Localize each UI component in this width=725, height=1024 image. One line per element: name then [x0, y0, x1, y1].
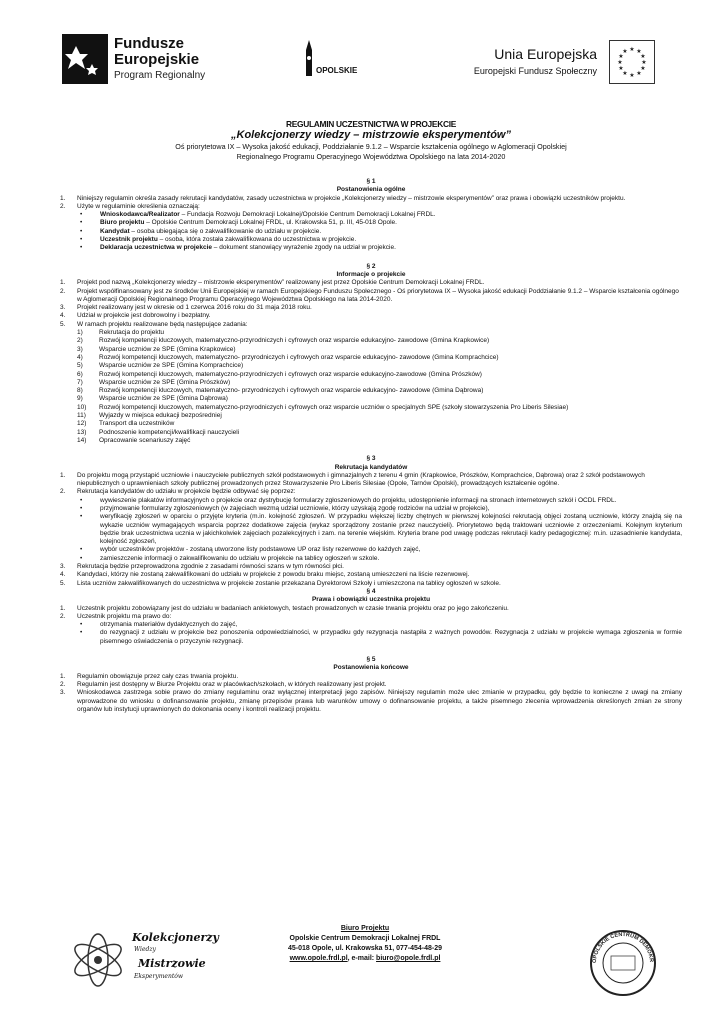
- s2-number: § 2: [366, 262, 376, 270]
- ocdl-stamp: [588, 928, 658, 998]
- opolskie-text: OPOLSKIE: [316, 66, 358, 75]
- unia-europejska-logo: [455, 40, 655, 86]
- s3-bullet-3: • weryfikację zgłoszeń w oparciu o przyjęte kryteria (m.in. kolejność zgłoszeń. W przypadku większej liczby chętnych w pierwszej kolejności rekrutacją objęci zostaną uczniowie, którzy znajdą się na wykazie uczniów wymagających wsparcia poprzez dodatkowe zajęcia (wykaz sporządzony zostanie przez nauczycieli). Priorytetowo będą traktowani uczniowie z orzeczeniami. Kolejnym kryterium będzie brak uczestnictwa ucznia w jakichkolwiek zajęciach pozalekcyjnych i zam. na terenie wiejskim. Kryteria brane pod uwagę podczas rekrutacji kadry pedagogicznej: m.in. uzasadnienie kandydata, kolejność zgłoszeń,: [80, 513, 682, 546]
- s1-title: Postanowienia ogólne: [336, 186, 406, 194]
- task-item: 3) Wsparcie uczniów ze SPE (Gmina Krapkowice): [77, 345, 236, 353]
- website-link[interactable]: www.opole.frdl.pl: [289, 955, 348, 962]
- s3-bullet-5: • zamieszczenie informacji o zakwalifikowaniu do udziału w projekcie na tablicy ogłoszeń w szkole.: [80, 554, 380, 562]
- s1-def-1: • Wnioskodawca/Realizator – Fundacja Rozwoju Demokracji Lokalnej/Opolskie Centrum Demokracji Lokalnej FRDL.: [80, 211, 436, 219]
- s1-number: § 1: [366, 178, 376, 185]
- footer-office: Biuro Projektu: [340, 925, 390, 932]
- s3-item-2: 2. Rekrutacja kandydatów do udziału w projekcie będzie odbywać się poprzez:: [60, 488, 296, 496]
- fe-line3: Program Regionalny: [114, 70, 206, 81]
- s3-bullet-4: • wybór uczestników projektów - zostaną utworzone listy podstawowe UP oraz listy rezerwowe do każdych zajęć,: [80, 546, 421, 554]
- opolskie-logo: [290, 40, 370, 90]
- s5-item-3: 3. Wnioskodawca zastrzega sobie prawo do zmiany regulaminu oraz wyłącznej interpretacji jego zapisów. Niniejszy regulamin może ulec zmianie w przypadku, gdy będzie to konieczne z uwagi na zmiany wprowadzone do wniosku o dofinansowanie projektu, zmianę przepisów prawa lub warunków umowy o dofinansowanie projektu, a także pisemnego zlecenia wprowadzenia określonych zmian ze strony organów lub instytucji uprawnionych do dokonania oceny i kontroli realizacji projektu.: [60, 689, 682, 713]
- s2-item-4: 4. Udział w projekcie jest dobrowolny i bezpłatny.: [60, 312, 211, 320]
- email-link[interactable]: biuro@opole.frdl.pl: [376, 955, 441, 962]
- svg-text:★: ★: [640, 66, 646, 72]
- task-list: [60, 329, 682, 445]
- task-item: 10) Rozwój kompetencji kluczowych, matematyczno-przyrodniczych i cyfrowych oraz wsparcie uczniów o specjalnych SPE (szkoły stowarzyszenia Pro Liberis Silesiae): [77, 403, 569, 411]
- footer-org: Opolskie Centrum Demokracji Lokalnej FRDL: [289, 935, 441, 942]
- s5-item-2: 2. Regulamin jest dostępny w Biurze Projektu oraz w placówkach/szkołach, w których realizowany jest projekt.: [60, 680, 387, 688]
- logo-line1: Kolekcjonerzy: [132, 931, 219, 944]
- kolekcjonerzy-logo: [68, 925, 228, 995]
- s5-number: § 5: [366, 656, 376, 664]
- s1-def-5: • Deklaracja uczestnictwa w projekcie – dokument stanowiący wyrażenie zgody na udział w projekcie.: [80, 244, 396, 252]
- s1-def-2: • Biuro projektu – Opolskie Centrum Demokracji Lokalnej FRDL, ul. Krakowska 51, p. III, 45-018 Opole.: [80, 219, 397, 227]
- fe-star-icon: [62, 34, 108, 84]
- task-item: 6) Rozwój kompetencji kluczowych, matematyczno-przyrodniczych i cyfrowych oraz wsparcie edukacyjno-zawodowe (Gmina Prószków): [77, 370, 482, 378]
- fe-line1: Fundusze: [114, 35, 184, 52]
- task-item: 5) Wsparcie uczniów ze SPE (Gmina Komprachcice): [77, 362, 244, 370]
- logo-line3: Mistrzowie: [138, 957, 206, 970]
- task-item: 7) Wsparcie uczniów ze SPE (Gmina Prószków): [77, 378, 231, 386]
- ue-sub: Europejski Fundusz Społeczny: [473, 66, 597, 76]
- s3-title: Rekrutacja kandydatów: [334, 463, 408, 471]
- s3-item-5: 5. Lista uczniów zakwalifikowanych do uczestnictwa w projekcie zostanie przekazana Dyrektorowi Szkoły i umieszczona na tablicy ogłoszeń w szkole.: [60, 579, 501, 587]
- stamp-icon: [588, 928, 658, 998]
- s4-item-2: 2. Uczestnik projektu ma prawo do:: [60, 612, 172, 620]
- s4-item-1: 1. Uczestnik projektu zobowiązany jest do udziału w badaniach ankietowych, testach prowadzonych w czasie trwania projektu oraz po jego zakończeniu.: [60, 604, 509, 612]
- logo-line2: Wiedzy: [134, 946, 156, 953]
- svg-text:★: ★: [636, 49, 642, 55]
- logo-line4: Eksperymentów: [134, 973, 184, 980]
- s3-item-3: 3. Rekrutacja będzie przeprowadzona zgodnie z zasadami równości szans w tym równości płci.: [60, 563, 344, 571]
- s4-bullet-2: • do rezygnacji z udziału w projekcie bez ponoszenia odpowiedzialności, w przypadku gdy rezygnacja nastąpiła z ważnych powodów. Rezygnacja z udziału w projekcie wymaga zgłoszenia w formie pisemnego oświadczenia o przyczynie rezygnacji.: [80, 629, 682, 645]
- s2-item-5: 5. W ramach projektu realizowane będą następujące zadania:: [60, 320, 248, 328]
- s4-number: § 4: [366, 587, 376, 595]
- atom-icon: [68, 925, 128, 995]
- doc-subtitle: „Kolekcjonerzy wiedzy – mistrzowie eksperymentów”: [231, 129, 511, 141]
- svg-text:★: ★: [629, 73, 635, 79]
- task-item: 9) Wsparcie uczniów ze SPE (Gmina Dąbrowa): [77, 395, 228, 403]
- svg-text:★: ★: [618, 66, 624, 72]
- task-item: 2) Rozwój kompetencji kluczowych, matematyczno-przyrodniczych i cyfrowych oraz wsparcie edukacyjno- zawodowe (Gmina Krapkowice): [77, 337, 490, 345]
- fe-line2: Europejskie: [114, 51, 200, 68]
- s4-title: Prawa i obowiązki uczestnika projektu: [311, 596, 431, 604]
- s3-item-4: 4. Kandydaci, którzy nie zostaną zakwalifikowani do udziału w projekcie z powodu braku miejsc, zostaną umieszczeni na liście rezerwowej.: [60, 571, 470, 579]
- intro-line2: Regionalnego Programu Operacyjnego Województwa Opolskiego na lata 2014-2020: [236, 152, 506, 161]
- s5-item-1: 1. Regulamin obowiązuje przez cały czas trwania projektu.: [60, 672, 239, 680]
- s2-item-3: 3. Projekt realizowany jest w okresie od 1 czerwca 2016 roku do 31 maja 2018 roku.: [60, 304, 312, 312]
- intro-line1: Oś priorytetowa IX – Wysoka jakość edukacji, Poddziałanie 9.1.2 – Wsparcie kształcenia ogólnego w Aglomeracji Opolskiej: [175, 142, 567, 151]
- s3-bullet-2: • przyjmowanie formularzy zgłoszeniowych (w zajęciach wezmą udział uczniowie, którzy uzyskają zgodę rodziców na udział w projekcie),: [80, 504, 490, 512]
- fundusze-europejskie-logo: [62, 30, 212, 90]
- s2-title: Informacje o projekcie: [336, 270, 406, 278]
- footer-links: www.opole.frdl.pl, e-mail: biuro@opole.frdl.pl: [289, 955, 441, 962]
- eu-flag-icon: [609, 40, 655, 84]
- s1-item-2: 2. Użyte w regulaminie określenia oznaczają:: [60, 202, 200, 210]
- s3-bullet-1: • wywieszenie plakatów informacyjnych o projekcie oraz dystrybucję formularzy zgłoszeniowych do projektu, udostępnienie informacji na stronach internetowych szkół i OCDL FRDL.: [80, 496, 617, 504]
- s3-number: § 3: [366, 455, 376, 463]
- s2-item-2: 2. Projekt współfinansowany jest ze środków Unii Europejskiej w ramach Europejskiego Funduszu Społecznego - Oś priorytetowa IX – Wysoka jakość edukacji Poddziałanie 9.1.2 – Wsparcie kształcenia ogólnego w Aglomeracji Opolskiej Regionalnego Programu Operacyjnego Województwa Opolskiego na lata 2014-2020.: [60, 287, 679, 303]
- s3-item-1: 1. Do projektu mogą przystąpić uczniowie i nauczyciele publicznych szkół podstawowych i gimnazjalnych z terenu 4 gmin (Krapkowice, Prószków, Komprachcice, Dąbrowa) oraz 2 szkół podstawowych niepublicznych o uprawnieniach szkoły publicznej prowadzonych przez Stowarzyszenie Pro Liberis Silesiae (Opole, Tarnów Opolski), prowadzących kształcenie ogólne.: [60, 471, 645, 488]
- footer-contact: [260, 924, 470, 964]
- svg-text:OPOLSKIE CENTRUM DEMOKRACJI: OPOLSKIE CENTRUM DEMOKR: [591, 931, 655, 964]
- ue-title: Unia Europejska: [494, 46, 597, 62]
- s5-title: Postanowienia końcowe: [333, 664, 409, 672]
- task-item: 4) Rozwój kompetencji kluczowych, matematyczno- przyrodniczych i cyfrowych oraz wsparcie edukacyjno- zawodowe (Gmina Komprachcice): [77, 353, 499, 361]
- svg-text:★: ★: [622, 71, 628, 77]
- svg-text:★: ★: [618, 54, 624, 60]
- task-item: 13) Podnoszenie kompetencji/kwalifikacji nauczycieli: [77, 428, 240, 436]
- svg-text:★: ★: [622, 49, 628, 55]
- svg-text:★: ★: [640, 54, 646, 60]
- s2-item-1: 1. Projekt pod nazwą „Kolekcjonerzy wiedzy – mistrzowie eksperymentów” realizowany jest przez Opolskie Centrum Demokracji Lokalnej FRDL.: [60, 279, 485, 287]
- s1-item-1: 1. Niniejszy regulamin określa zasady rekrutacji kandydatów, zasady uczestnictwa w projekcie „Kolekcjonerzy wiedzy – mistrzowie eksperymentów” oraz prawa i obowiązki uczestników projektu.: [60, 194, 626, 202]
- svg-text:★: ★: [641, 60, 647, 66]
- task-item: 14) Opracowanie scenariuszy zajęć: [77, 436, 191, 444]
- svg-text:★: ★: [636, 71, 642, 77]
- s4-bullet-1: • otrzymania materiałów dydaktycznych do zajęć,: [80, 621, 238, 629]
- s1-def-4: • Uczestnik projektu – osoba, która została zakwalifikowana do uczestnictwa w projekcie.: [80, 236, 357, 244]
- svg-text:★: ★: [617, 60, 623, 66]
- footer-address: 45-018 Opole, ul. Krakowska 51, 077-454-48-29: [287, 945, 443, 952]
- task-item: 12) Transport dla uczestników: [77, 420, 175, 428]
- task-item: 8) Rozwój kompetencji kluczowych, matematyczno- przyrodniczych i cyfrowych oraz wsparcie edukacyjno- zawodowe (Gmina Dąbrowa): [77, 387, 484, 395]
- s1-def-3: • Kandydat – osoba ubiegająca się o zakwalifikowanie do udziału w projekcie.: [80, 227, 322, 235]
- regulamin-document: [60, 119, 682, 714]
- doc-title: REGULAMIN UCZESTNICTWA W PROJEKCIE: [285, 119, 457, 129]
- svg-text:★: ★: [629, 47, 635, 53]
- task-item: 11) Wyjazdy w miejsca edukacji bezpośredniej: [77, 412, 222, 420]
- task-item: 1) Rekrutacja do projektu: [77, 329, 165, 337]
